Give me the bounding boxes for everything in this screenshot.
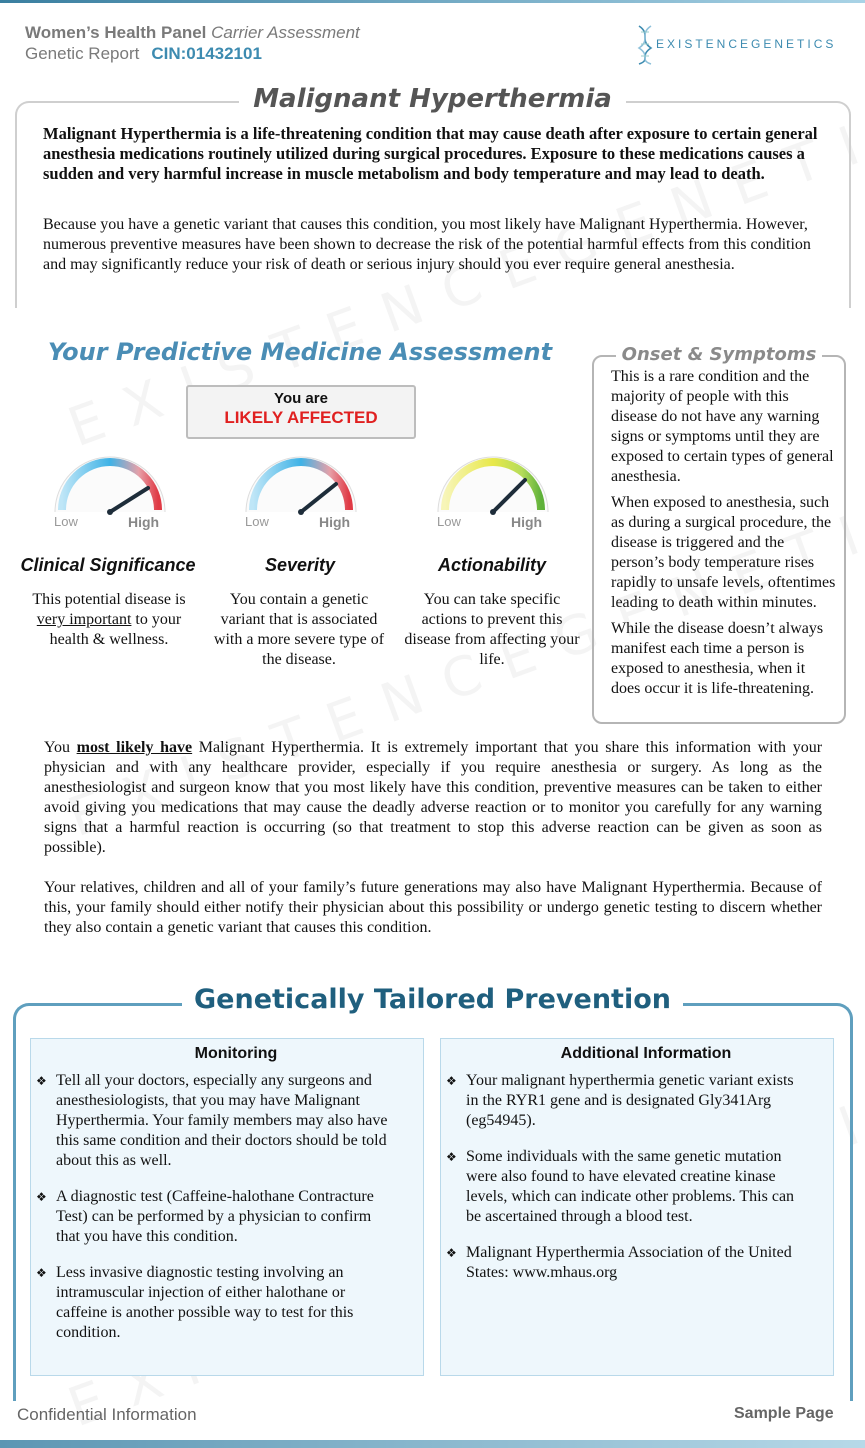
cin-number: CIN:01432101 xyxy=(151,44,262,63)
gauge-severity xyxy=(241,452,361,537)
status-badge: LIKELY AFFECTED xyxy=(224,408,378,427)
severity-label: Severity xyxy=(264,555,336,575)
onset-body xyxy=(611,367,837,705)
gauge-high-label: High xyxy=(128,514,160,530)
list-item: ❖ A diagnostic test (Caffeine-halothane Contracture Test) can be performed by a physician to confirm that you have this condition. xyxy=(36,1188,374,1245)
gauge-high-label: High xyxy=(511,514,543,530)
list-item: ❖ Malignant Hyperthermia Association of the United States: www.mhaus.org xyxy=(446,1244,792,1281)
family-paragraph: Your relatives, children and all of your family’s future generations may also have Malignant Hyperthermia. Because of this, your family should either notify their physician about this possibility or undergo genetic testing to discern whether they also contain a genetic variant that causes this condition. xyxy=(44,879,822,936)
report-line: Genetic Report CIN:01432101 xyxy=(25,44,262,63)
onset-paragraph: When exposed to anesthesia, such as during a surgical procedure, the disease is triggered and the person’s body temperature rises rapidly to unsafe levels, oftentimes leading to death within minutes. xyxy=(611,494,836,611)
additional-info-list xyxy=(446,1071,806,1299)
gauge-actionability xyxy=(433,452,553,537)
existence-genetics-logo xyxy=(636,24,841,66)
diamond-bullet-icon: ❖ xyxy=(446,1074,457,1088)
actionability-desc: You can take specific actions to prevent this disease from affecting your life. xyxy=(404,591,580,668)
summary-paragraph: You most likely have Malignant Hyperthermia. It is extremely important that you share this information with your physician and with any healthcare provider, especially if you require anesthesia or surgery. As long as the anesthesiologist and surgeon know that you most likely have this condition, preventive measures can be taken to either avoid giving you medications that may cause the deadly adverse reaction or to monitor you carefully for any warning signs that a harmful reaction is occurring (so that treatment to stop this adverse reaction can be given as soon as possible). xyxy=(44,739,823,856)
footer-sample-page: Sample Page xyxy=(734,1405,834,1422)
list-item: ❖ Your malignant hyperthermia genetic variant exists in the RYR1 gene and is designated Gly341Arg (eg54945). xyxy=(446,1072,794,1129)
gauge-low-label: Low xyxy=(437,514,461,529)
diamond-bullet-icon: ❖ xyxy=(36,1190,47,1204)
actionability-label: Actionability xyxy=(437,555,546,575)
panel-title: Women’s Health Panel Carrier Assessment xyxy=(25,23,360,42)
gauge-low-label: Low xyxy=(245,514,269,529)
diamond-bullet-icon: ❖ xyxy=(36,1074,47,1088)
diamond-bullet-icon: ❖ xyxy=(446,1150,457,1164)
onset-paragraph: This is a rare condition and the majority of people with this disease do not have any warning signs or symptoms until they are exposed to certain types of general anesthesia. xyxy=(611,368,834,485)
additional-info-heading: Additional Information xyxy=(560,1045,732,1062)
clinical-significance-desc: This potential disease is very important to your health & wellness. xyxy=(32,591,186,648)
onset-paragraph: While the disease doesn’t always manifest each time a person is exposed to anesthesia, when it does occur it is life-threatening. xyxy=(611,620,824,697)
assessment-title: Your Predictive Medicine Assessment xyxy=(47,338,553,366)
you-are-label: You are xyxy=(274,390,328,407)
monitoring-list xyxy=(36,1071,396,1359)
severity-desc: You contain a genetic variant that is associated with a more severe type of the disease. xyxy=(213,591,385,668)
list-item: ❖ Some individuals with the same genetic mutation were also found to have elevated creatine kinase levels, which can indicate other problems. This can be ascertained through a blood test. xyxy=(446,1148,795,1225)
footer-confidential: Confidential Information xyxy=(17,1405,197,1424)
condition-bold-intro: Malignant Hyperthermia is a life-threatening condition that may cause death after exposure to certain general anesthesia medications routinely utilized during surgical procedures. Exposure to these medications causes a sudden and very harmful increase in muscle metabolism and body temperature and may lead to death. xyxy=(43,124,818,183)
status-box xyxy=(186,385,416,439)
condition-title: Malignant Hyperthermia xyxy=(0,84,865,114)
gauge-low-label: Low xyxy=(54,514,78,529)
gauge-high-label: High xyxy=(319,514,351,530)
diamond-bullet-icon: ❖ xyxy=(446,1246,457,1260)
list-item: ❖ Tell all your doctors, especially any surgeons and anesthesiologists, that you may have Malignant Hyperthermia. Your family members may also have this same condition and their doctors should be told about this as well. xyxy=(36,1072,388,1169)
gauge-clinical-significance xyxy=(50,452,170,537)
logo-wordmark: EXISTENCEGENETICS xyxy=(656,37,837,51)
condition-intro: Because you have a genetic variant that causes this condition, you most likely have Malignant Hyperthermia. However, numerous preventive measures have been shown to decrease the risk of the potential harmful effects from this condition and may significantly reduce your risk of death or serious injury should you ever require general anesthesia. xyxy=(43,216,811,273)
dna-helix-icon xyxy=(636,24,654,66)
top-accent-bar xyxy=(0,0,865,3)
list-item: ❖ Less invasive diagnostic testing involving an intramuscular injection of either halothane or caffeine is another possible way to test for this condition. xyxy=(36,1264,354,1341)
bottom-accent-bar xyxy=(0,1440,865,1448)
onset-title: Onset & Symptoms xyxy=(592,344,846,365)
monitoring-heading: Monitoring xyxy=(194,1045,278,1062)
prevention-title: Genetically Tailored Prevention xyxy=(0,984,865,1015)
diamond-bullet-icon: ❖ xyxy=(36,1266,47,1280)
clinical-significance-label: Clinical Significance xyxy=(20,555,196,575)
